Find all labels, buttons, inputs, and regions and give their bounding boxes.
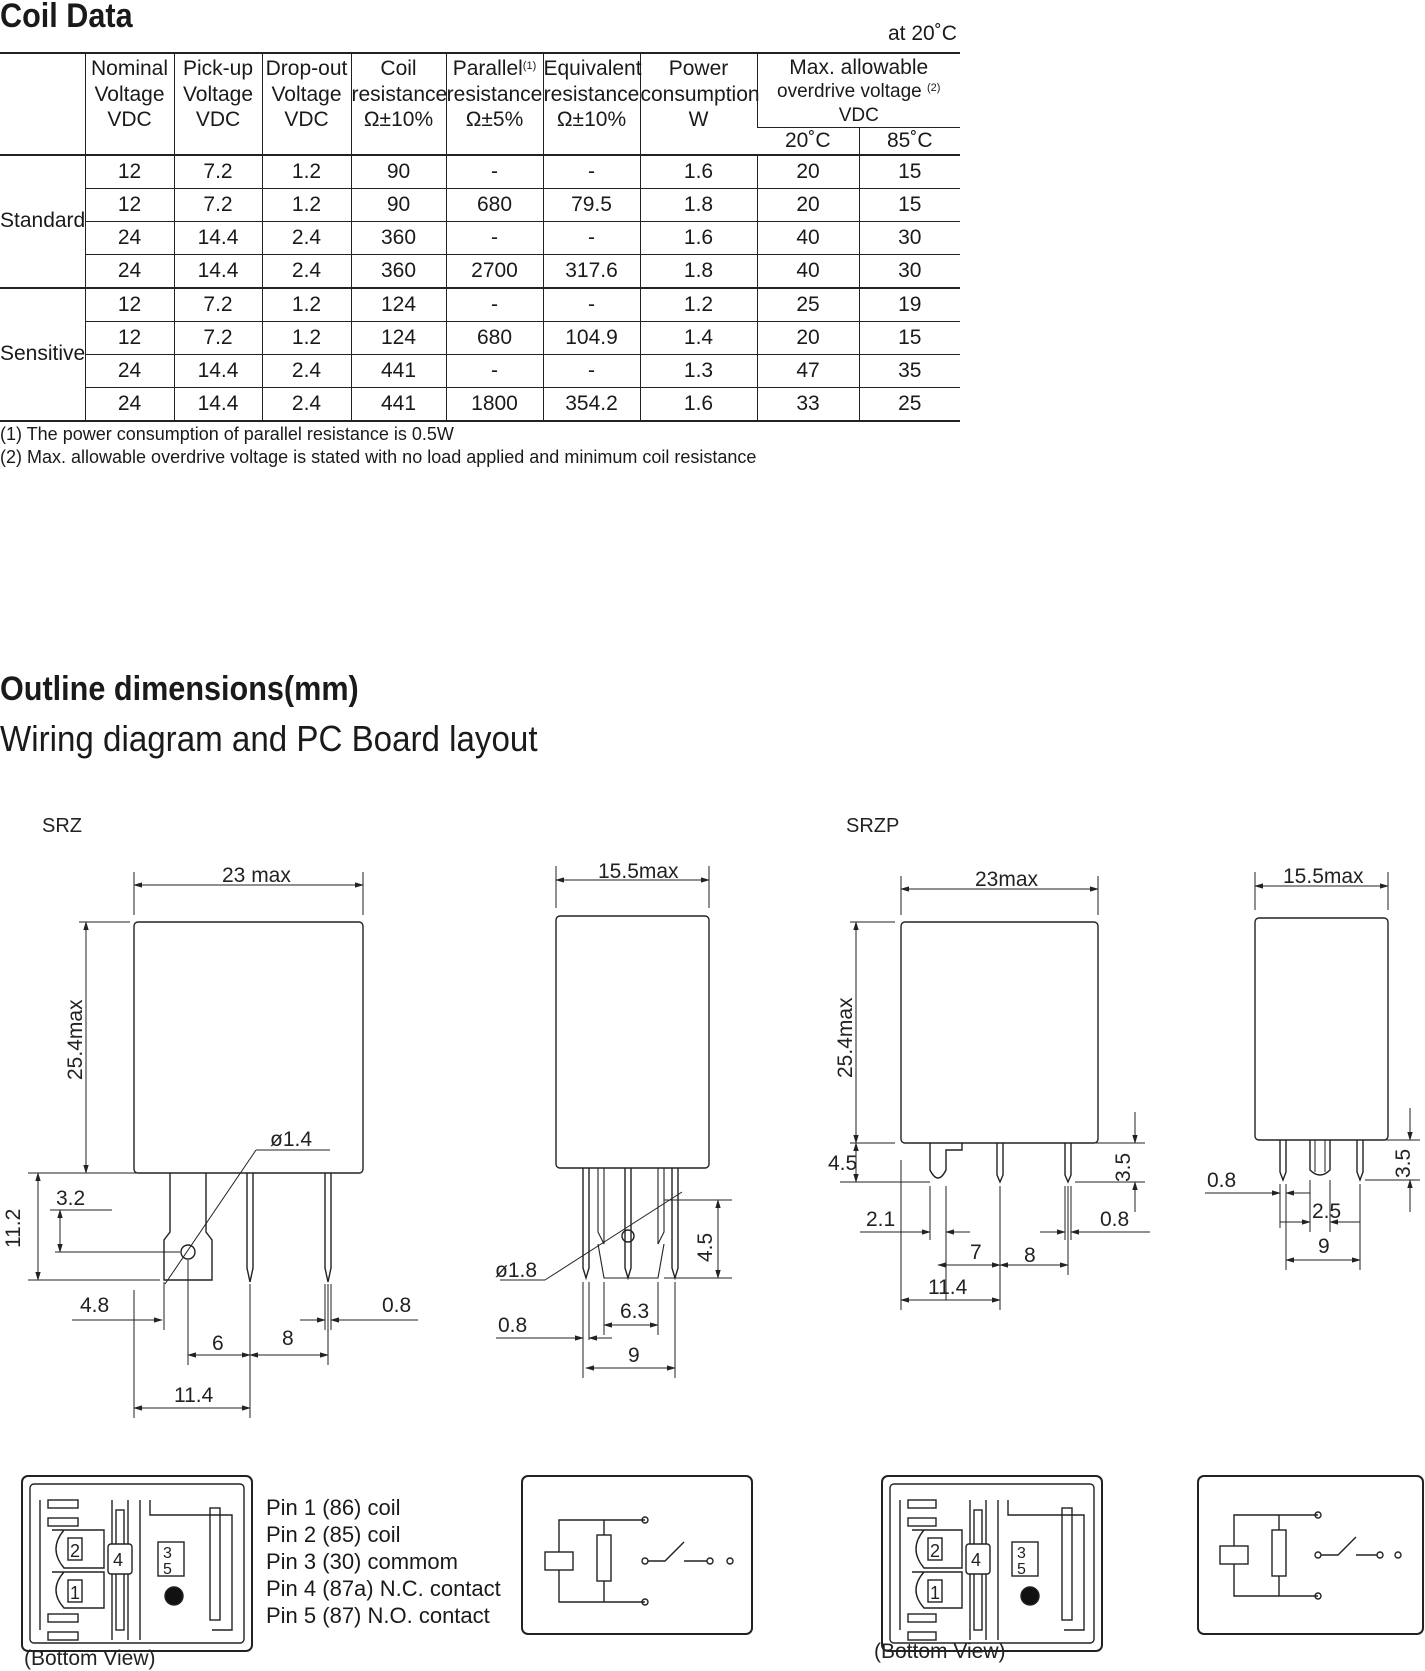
srzp-pin-3: 3 — [1017, 1545, 1026, 1562]
table-cell: 79.5 — [543, 188, 640, 221]
table-cell: - — [543, 221, 640, 254]
table-cell: 15 — [859, 155, 960, 189]
table-cell: 2.4 — [262, 254, 351, 288]
srz-3-2-label: 3.2 — [56, 1187, 86, 1210]
table-cell: 12 — [85, 188, 174, 221]
srz-bottom-view-label: (Bottom View) — [24, 1647, 156, 1670]
srz-6-label: 6 — [212, 1332, 224, 1355]
table-cell: - — [543, 354, 640, 387]
table-cell: 35 — [859, 354, 960, 387]
table-cell: 47 — [757, 354, 859, 387]
table-cell: 12 — [85, 288, 174, 322]
pin-legend-item: Pin 2 (85) coil — [266, 1522, 401, 1547]
srz-4-8-label: 4.8 — [80, 1294, 110, 1317]
table-cell: 24 — [85, 221, 174, 254]
table-cell: 33 — [757, 387, 859, 421]
srzp-8-label: 8 — [1024, 1244, 1036, 1267]
table-cell: - — [446, 155, 543, 189]
col-pickup-voltage: Pick-up Voltage VDC — [174, 53, 262, 155]
srz-side-9-label: 9 — [628, 1344, 640, 1367]
srz-0-8-label: 0.8 — [382, 1294, 412, 1317]
pin-legend-item: Pin 5 (87) N.O. contact — [266, 1603, 490, 1628]
pin-legend-item: Pin 3 (30) commom — [266, 1549, 458, 1574]
srzp-3-5-label: 3.5 — [1112, 1152, 1135, 1182]
col-overdrive-85c: 85˚C — [859, 128, 960, 155]
srz-pin-5: 5 — [163, 1561, 172, 1578]
table-cell: 15 — [859, 188, 960, 221]
col-parallel-resistance: Parallel$^{(1)}$ resistance Ω±5% — [446, 53, 543, 155]
srz-side-width-label: 15.5max — [598, 860, 679, 883]
table-cell: 1800 — [446, 387, 543, 421]
col-coil-resistance: Coil resistance Ω±10% — [351, 53, 446, 155]
temperature-note: at 20˚C — [888, 22, 957, 45]
table-cell: 20 — [757, 188, 859, 221]
srzp-7-label: 7 — [970, 1241, 982, 1264]
col-nominal-voltage: Nominal Voltage VDC — [85, 53, 174, 155]
table-cell: 1.2 — [262, 155, 351, 189]
srz-width-label: 23 max — [222, 864, 291, 887]
pin-legend-item: Pin 4 (87a) N.C. contact — [266, 1576, 501, 1601]
table-cell: 24 — [85, 254, 174, 288]
footnote-1: (1) The power consumption of parallel resistance is 0.5W — [0, 424, 454, 444]
srz-pin-3: 3 — [163, 1545, 172, 1562]
srz-wiring-schematic — [522, 1476, 752, 1634]
srzp-pin-5: 5 — [1017, 1561, 1026, 1578]
table-cell: 20 — [757, 155, 859, 189]
srzp-side-3-5-label: 3.5 — [1392, 1148, 1415, 1178]
srz-side-6-3-label: 6.3 — [620, 1300, 650, 1323]
srz-pin-length-label: 11.2 — [2, 1208, 25, 1248]
srz-11-4-label: 11.4 — [174, 1384, 214, 1407]
table-cell: 14.4 — [174, 387, 262, 421]
srzp-width-label: 23max — [975, 868, 1039, 891]
table-cell: 1.8 — [640, 188, 757, 221]
group-label: Sensitive — [0, 288, 85, 421]
srz-pin-1: 1 — [70, 1583, 81, 1603]
table-cell: 1.4 — [640, 321, 757, 354]
table-cell: - — [446, 288, 543, 322]
srz-side-view — [495, 860, 732, 1378]
outline-title: Outline dimensions(mm) — [0, 670, 359, 708]
table-cell: 1.8 — [640, 254, 757, 288]
table-cell: 1.3 — [640, 354, 757, 387]
srzp-wiring-schematic — [1198, 1476, 1423, 1634]
table-cell: 1.2 — [262, 188, 351, 221]
table-cell: 7.2 — [174, 288, 262, 322]
table-cell: 90 — [351, 155, 446, 189]
table-cell: 15 — [859, 321, 960, 354]
srzp-label: SRZP — [846, 815, 900, 837]
srzp-pin-2: 2 — [930, 1541, 941, 1561]
table-cell: 1.6 — [640, 387, 757, 421]
table-cell: 19 — [859, 288, 960, 322]
col-power-consumption: Power consumption W — [640, 53, 757, 155]
group-label: Standard — [0, 155, 85, 288]
srzp-side-view — [1205, 865, 1420, 1270]
table-cell: 30 — [859, 254, 960, 288]
srzp-side-0-8-label: 0.8 — [1207, 1169, 1237, 1192]
table-cell: 14.4 — [174, 354, 262, 387]
table-cell: 14.4 — [174, 221, 262, 254]
srz-side-hole-label: ø1.8 — [495, 1259, 538, 1282]
table-cell: 1.2 — [262, 321, 351, 354]
table-cell: 360 — [351, 221, 446, 254]
srz-front-view — [2, 815, 418, 1418]
table-cell: 12 — [85, 321, 174, 354]
srzp-front-view — [828, 815, 1150, 1310]
table-cell: 1.2 — [262, 288, 351, 322]
pin-legend — [266, 1494, 501, 1629]
table-cell: 2700 — [446, 254, 543, 288]
table-cell: 317.6 — [543, 254, 640, 288]
table-cell: 25 — [757, 288, 859, 322]
table-cell: 40 — [757, 221, 859, 254]
table-cell: 12 — [85, 155, 174, 189]
table-cell: 441 — [351, 387, 446, 421]
srzp-4-5-label: 4.5 — [828, 1152, 858, 1175]
table-cell: 360 — [351, 254, 446, 288]
outline-subtitle: Wiring diagram and PC Board layout — [0, 718, 538, 759]
srz-hole-label: ø1.4 — [270, 1128, 313, 1151]
srz-label: SRZ — [42, 815, 82, 837]
srzp-height-label: 25.4max — [834, 997, 857, 1078]
srzp-11-4-label: 11.4 — [928, 1276, 968, 1299]
table-cell: - — [543, 288, 640, 322]
table-cell: 1.6 — [640, 155, 757, 189]
table-cell: 14.4 — [174, 254, 262, 288]
srzp-bottom-view-label: (Bottom View) — [874, 1640, 1006, 1663]
srzp-pin-1: 1 — [930, 1583, 941, 1603]
table-cell: 7.2 — [174, 321, 262, 354]
srzp-bottom-view — [874, 1476, 1102, 1663]
srzp-side-2-5-label: 2.5 — [1312, 1200, 1342, 1223]
col-dropout-voltage: Drop-out Voltage VDC — [262, 53, 351, 155]
srz-pin-4: 4 — [113, 1550, 124, 1570]
coil-data-title: Coil Data — [0, 0, 133, 35]
table-cell: 24 — [85, 354, 174, 387]
table-cell: - — [543, 155, 640, 189]
table-cell: 1.6 — [640, 221, 757, 254]
col-overdrive-20c: 20˚C — [757, 128, 859, 155]
table-cell: 354.2 — [543, 387, 640, 421]
srzp-pin-4: 4 — [971, 1550, 982, 1570]
srzp-side-9-label: 9 — [1318, 1235, 1330, 1258]
table-cell: 124 — [351, 321, 446, 354]
srzp-side-width-label: 15.5max — [1283, 865, 1364, 888]
srz-pin-2: 2 — [70, 1541, 81, 1561]
col-overdrive-voltage: Max. allowable overdrive voltage $^{(2)}$ VDC — [757, 53, 960, 128]
footnote-2: (2) Max. allowable overdrive voltage is stated with no load applied and minimum coil resistance — [0, 447, 757, 467]
table-cell: - — [446, 221, 543, 254]
table-cell: 1.2 — [640, 288, 757, 322]
table-cell: 2.4 — [262, 221, 351, 254]
table-cell: 441 — [351, 354, 446, 387]
table-cell: - — [446, 354, 543, 387]
srz-height-label: 25.4max — [64, 999, 87, 1080]
table-cell: 2.4 — [262, 354, 351, 387]
srz-bottom-view — [22, 1476, 252, 1670]
pin-legend-item: Pin 1 (86) coil — [266, 1495, 401, 1520]
table-cell: 20 — [757, 321, 859, 354]
srzp-2-1-label: 2.1 — [866, 1208, 896, 1231]
table-cell: 30 — [859, 221, 960, 254]
col-equivalent-resistance: Equivalent resistance Ω±10% — [543, 53, 640, 155]
srz-side-4-5-label: 4.5 — [694, 1232, 717, 1262]
srz-8-label: 8 — [282, 1327, 294, 1350]
table-cell: 24 — [85, 387, 174, 421]
table-cell: 40 — [757, 254, 859, 288]
table-cell: 25 — [859, 387, 960, 421]
table-cell: 90 — [351, 188, 446, 221]
table-cell: 7.2 — [174, 155, 262, 189]
table-cell: 104.9 — [543, 321, 640, 354]
srzp-0-8-label: 0.8 — [1100, 1208, 1130, 1231]
table-cell: 2.4 — [262, 387, 351, 421]
table-cell: 124 — [351, 288, 446, 322]
table-cell: 7.2 — [174, 188, 262, 221]
srz-side-0-8-label: 0.8 — [498, 1314, 528, 1337]
table-cell: 680 — [446, 188, 543, 221]
table-cell: 680 — [446, 321, 543, 354]
